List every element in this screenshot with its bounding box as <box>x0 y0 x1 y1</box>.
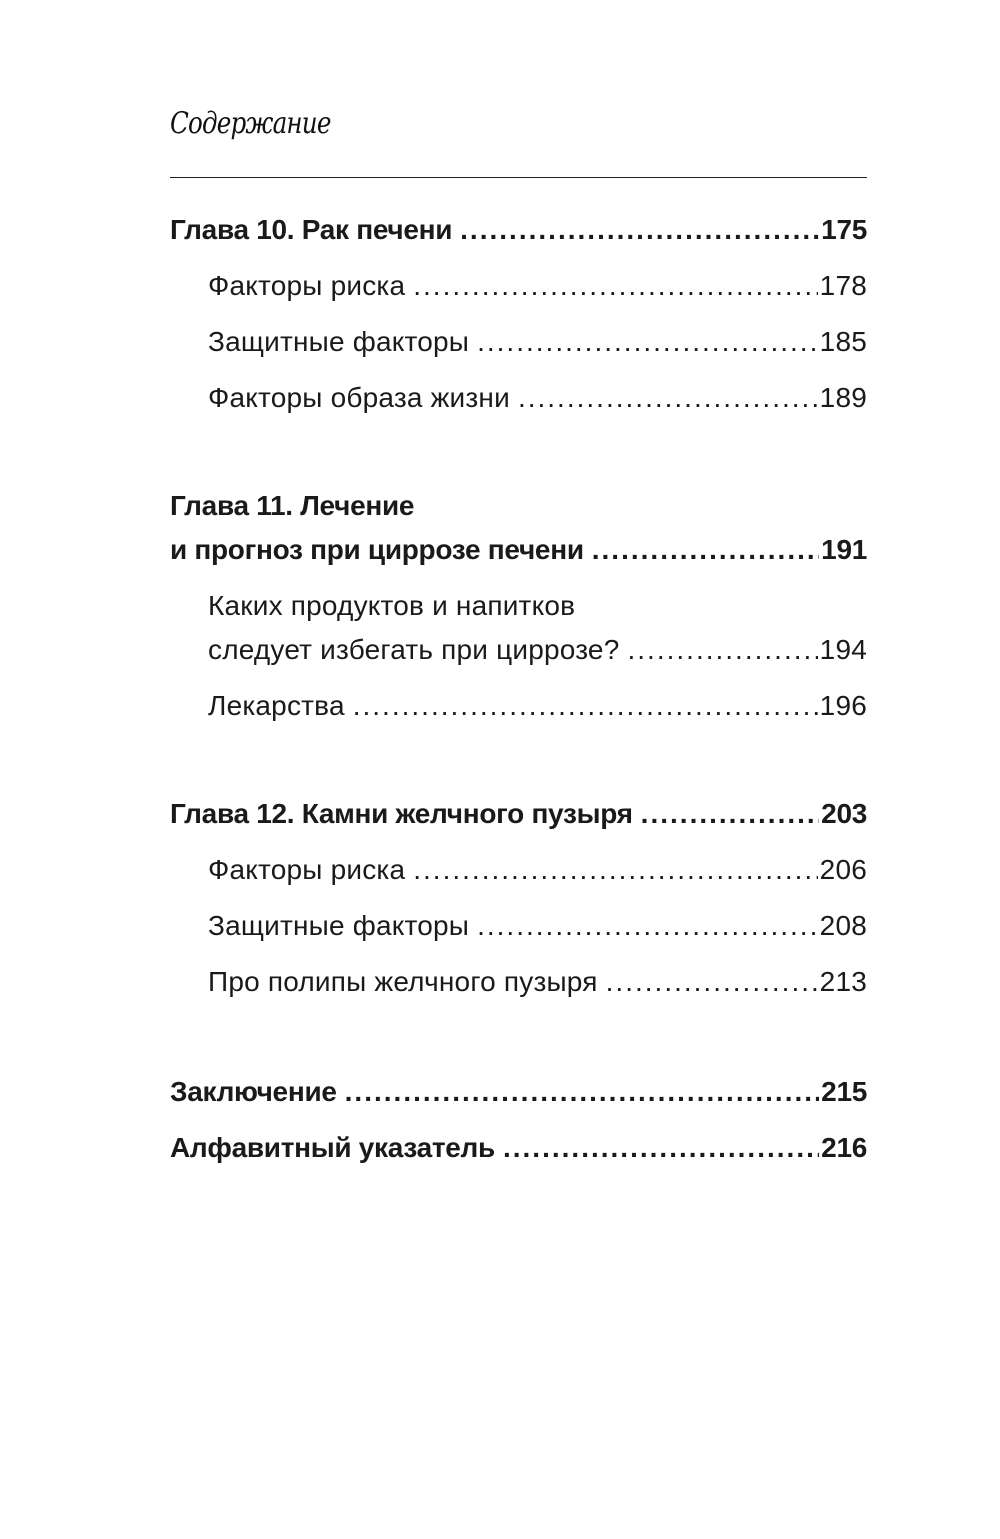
toc-chapter-10-title: Глава 10. Рак печени <box>170 214 453 245</box>
toc-section-12-1[interactable] <box>170 848 867 892</box>
toc-section-title: Защитные факторы <box>208 910 470 941</box>
header-divider <box>170 177 867 178</box>
toc-leader-dots <box>477 320 818 364</box>
toc-leader-dots <box>460 208 819 252</box>
toc-index[interactable] <box>170 1126 867 1170</box>
toc-leader-dots <box>413 264 817 308</box>
toc-leader-dots <box>627 628 817 672</box>
toc-section-title: Факторы образа жизни <box>208 382 510 413</box>
toc-section-10-3[interactable] <box>170 376 867 420</box>
toc-section-title-line2: следует избегать при циррозе? <box>208 634 620 665</box>
toc-group-spacer <box>170 1004 867 1070</box>
toc-chapter-11[interactable] <box>170 528 867 572</box>
toc-chapter-11-line1[interactable] <box>170 484 867 528</box>
toc-section-page: 185 <box>819 326 867 357</box>
toc-section-12-3[interactable] <box>170 960 867 1004</box>
toc-leader-dots <box>413 848 817 892</box>
toc-chapter-12-title: Глава 12. Камни желчного пузыря <box>170 798 633 829</box>
toc-section-page: 178 <box>819 270 867 301</box>
toc-group-spacer <box>170 728 867 792</box>
toc-section-page: 189 <box>819 382 867 413</box>
toc-section-title: Факторы риска <box>208 854 406 885</box>
toc-leader-dots <box>477 904 818 948</box>
toc-leader-dots <box>606 960 818 1004</box>
toc-section-11-1[interactable] <box>170 628 867 672</box>
toc-chapter-11-title-line1: Глава 11. Лечение <box>170 490 415 521</box>
toc-section-page: 196 <box>819 690 867 721</box>
toc-section-title: Про полипы желчного пузыря <box>208 966 598 997</box>
running-header <box>170 104 866 144</box>
toc-section-page: 206 <box>819 854 867 885</box>
toc-leader-dots <box>503 1126 819 1170</box>
toc-leader-dots <box>518 376 818 420</box>
toc-section-10-2[interactable] <box>170 320 867 364</box>
toc-section-title-line1: Каких продуктов и напитков <box>208 590 576 621</box>
toc-section-page: 194 <box>819 634 867 665</box>
toc-conclusion-title: Заключение <box>170 1076 337 1107</box>
table-of-contents <box>170 208 867 1170</box>
toc-section-title: Лекарства <box>208 690 345 721</box>
toc-index-page: 216 <box>821 1132 867 1163</box>
toc-conclusion-page: 215 <box>821 1076 867 1107</box>
toc-section-10-1[interactable] <box>170 264 867 308</box>
toc-section-11-1-line1[interactable] <box>170 584 867 628</box>
toc-chapter-11-title-line2: и прогноз при циррозе печени <box>170 534 584 565</box>
toc-section-11-2[interactable] <box>170 684 867 728</box>
toc-leader-dots <box>353 684 818 728</box>
toc-section-title: Факторы риска <box>208 270 406 301</box>
toc-section-page: 208 <box>819 910 867 941</box>
toc-chapter-10[interactable] <box>170 208 867 252</box>
toc-conclusion[interactable] <box>170 1070 867 1114</box>
toc-chapter-11-page: 191 <box>821 534 867 565</box>
toc-section-12-2[interactable] <box>170 904 867 948</box>
toc-section-page: 213 <box>819 966 867 997</box>
toc-group-spacer <box>170 420 867 484</box>
toc-leader-dots <box>592 528 819 572</box>
toc-chapter-10-page: 175 <box>821 214 867 245</box>
running-header-title: Содержание <box>170 106 331 141</box>
toc-chapter-12-page: 203 <box>821 798 867 829</box>
toc-leader-dots <box>345 1070 820 1114</box>
toc-section-title: Защитные факторы <box>208 326 470 357</box>
toc-leader-dots <box>641 792 820 836</box>
toc-index-title: Алфавитный указатель <box>170 1132 495 1163</box>
toc-chapter-12[interactable] <box>170 792 867 836</box>
